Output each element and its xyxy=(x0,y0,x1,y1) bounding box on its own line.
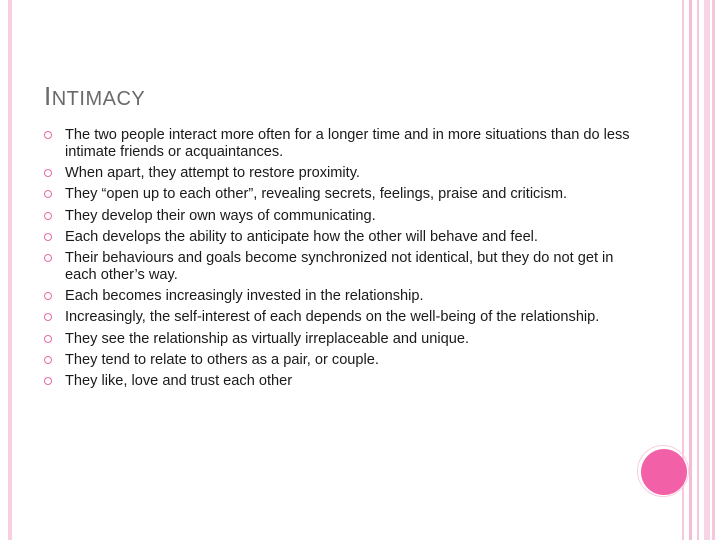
bullet-item xyxy=(44,208,644,225)
right-stripe-decoration xyxy=(712,0,715,540)
right-stripe-decoration xyxy=(689,0,692,540)
slide-title-rest: NTIMACY xyxy=(51,88,146,110)
bullet-icon xyxy=(44,377,52,385)
bullet-icon xyxy=(44,169,52,177)
bullet-icon xyxy=(44,190,52,198)
bullet-item xyxy=(44,352,644,369)
bullet-text: They develop their own ways of communicating. xyxy=(65,207,376,224)
bullet-item xyxy=(44,373,644,390)
bullet-item xyxy=(44,127,644,161)
bullet-text: When apart, they attempt to restore proximity. xyxy=(65,165,360,182)
pink-circle-decoration xyxy=(641,449,687,495)
bullet-icon xyxy=(44,292,52,300)
bullet-text: Increasingly, the self-interest of each depends on the well-being of the relationship. xyxy=(65,309,600,326)
bullet-item xyxy=(44,288,644,305)
bullet-text: They like, love and trust each other xyxy=(65,372,293,389)
left-border-decoration xyxy=(8,0,12,540)
bullet-list xyxy=(44,127,644,394)
bullet-item xyxy=(44,165,644,182)
bullet-text: The two people interact more often for a longer time and in more situations than do less intimate friends or acquaintances. xyxy=(65,127,630,160)
bullet-item xyxy=(44,331,644,348)
bullet-icon xyxy=(44,233,52,241)
bullet-icon xyxy=(44,313,52,321)
bullet-item xyxy=(44,229,644,246)
bullet-text: Their behaviours and goals become synchronized not identical, but they do not get in each other’s way. xyxy=(65,249,614,283)
bullet-text: They “open up to each other”, revealing secrets, feelings, praise and criticism. xyxy=(65,186,568,203)
right-stripe-decoration xyxy=(697,0,699,540)
bullet-icon xyxy=(44,212,52,220)
bullet-icon xyxy=(44,356,52,364)
bullet-icon xyxy=(44,254,52,262)
bullet-icon xyxy=(44,131,52,139)
bullet-item xyxy=(44,186,644,203)
slide-title-initial: I xyxy=(44,81,52,111)
slide-title xyxy=(44,76,145,113)
bullet-text: Each develops the ability to anticipate how the other will behave and feel. xyxy=(65,228,538,245)
bullet-text: They see the relationship as virtually irreplaceable and unique. xyxy=(65,330,470,347)
bullet-item xyxy=(44,309,644,326)
bullet-text: They tend to relate to others as a pair, or couple. xyxy=(65,351,379,368)
bullet-item xyxy=(44,250,644,284)
bullet-icon xyxy=(44,335,52,343)
right-stripe-decoration xyxy=(704,0,710,540)
bullet-text: Each becomes increasingly invested in the relationship. xyxy=(65,288,424,305)
